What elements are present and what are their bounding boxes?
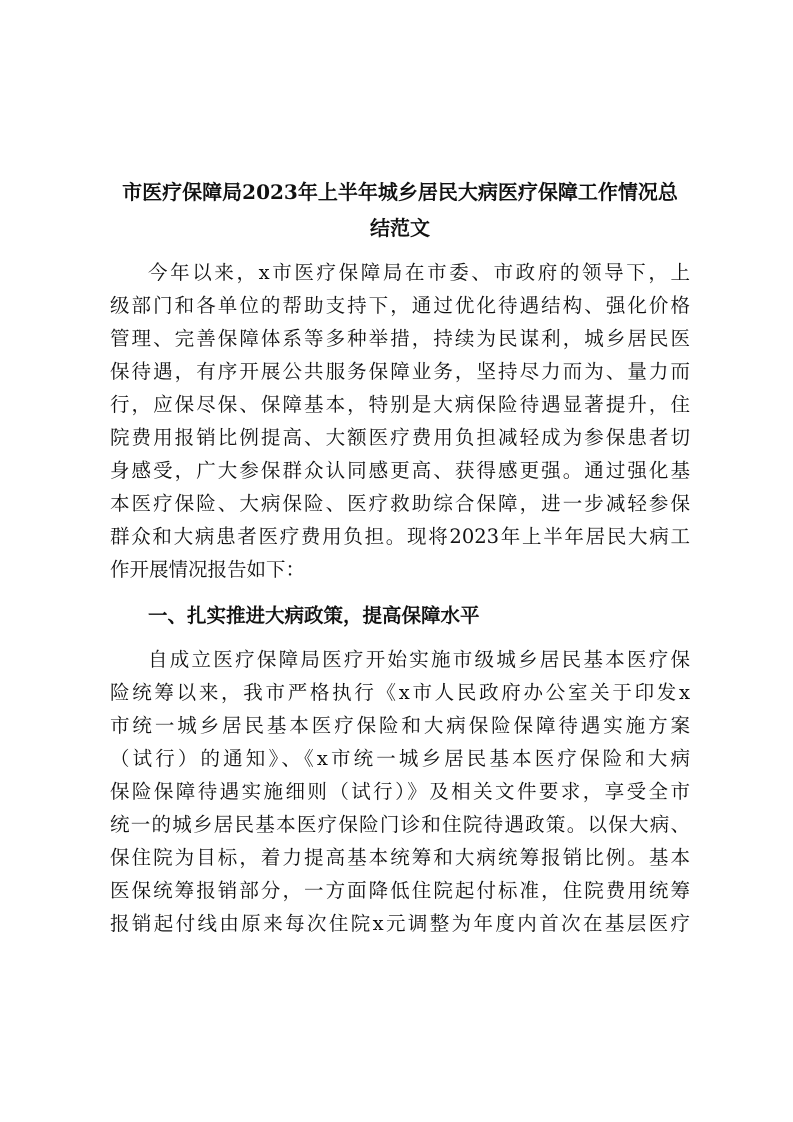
paragraph-line: 保险保障待遇实施细则（试行）》及相关文件要求，享受全市 [110, 780, 690, 803]
paragraph-line: （试行）的通知》、《x市统一城乡居民基本医疗保险和大病 [110, 747, 690, 770]
paragraph-line: 医保统筹报销部分，一方面降低住院起付标准，住院费用统筹 [110, 879, 690, 902]
paragraph-line: 级部门和各单位的帮助支持下，通过优化待遇结构、强化价格 [110, 294, 690, 317]
section-heading-1: 一、扎实推进大病政策，提高保障水平 [148, 604, 480, 627]
paragraph-line: 院费用报销比例提高、大额医疗费用负担减轻成为参保患者切 [110, 426, 690, 449]
paragraph-line: 自成立医疗保障局医疗开始实施市级城乡居民基本医疗保 [148, 648, 690, 671]
paragraph-line: 本医疗保险、大病保险、医疗救助综合保障，进一步减轻参保 [110, 492, 690, 515]
paragraph-line: 险统筹以来，我市严格执行《x市人民政府办公室关于印发x [110, 681, 690, 704]
paragraph-line: 群众和大病患者医疗费用负担。现将2023年上半年居民大病工 [110, 525, 690, 548]
paragraph-line: 市统一城乡居民基本医疗保险和大病保险保障待遇实施方案 [110, 714, 690, 737]
paragraph-line: 报销起付线由原来每次住院x元调整为年度内首次在基层医疗 [110, 912, 690, 935]
paragraph-line: 身感受，广大参保群众认同感更高、获得感更强。通过强化基 [110, 459, 690, 482]
paragraph-line: 行，应保尽保、保障基本，特别是大病保险待遇显著提升，住 [110, 393, 690, 416]
paragraph-line: 保待遇，有序开展公共服务保障业务，坚持尽力而为、量力而 [110, 360, 690, 383]
document-title-line-2: 结范文 [370, 216, 430, 240]
paragraph-line: 统一的城乡居民基本医疗保险门诊和住院待遇政策。以保大病、 [110, 813, 690, 836]
paragraph-line: 作开展情况报告如下： [110, 558, 306, 581]
paragraph-line: 今年以来，x市医疗保障局在市委、市政府的领导下，上 [148, 261, 690, 284]
paragraph-line: 管理、完善保障体系等多种举措，持续为民谋利，城乡居民医 [110, 327, 690, 350]
paragraph-line: 保住院为目标，着力提高基本统筹和大病统筹报销比例。基本 [110, 846, 690, 869]
document-title-line-1: 市医疗保障局2023年上半年城乡居民大病医疗保障工作情况总 [122, 180, 678, 204]
